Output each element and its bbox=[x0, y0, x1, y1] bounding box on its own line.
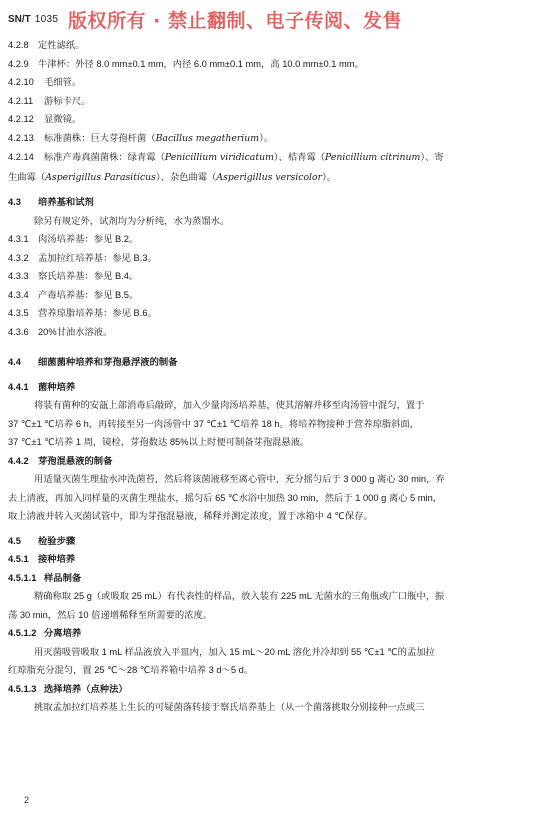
section-heading-4-4 bbox=[8, 353, 526, 372]
clause-4-3-5 bbox=[8, 304, 526, 323]
clause-text: 标准产毒真菌菌株：绿青霉（ bbox=[44, 152, 165, 162]
species-name: Asperigillus Parasiticus bbox=[45, 171, 156, 183]
species-name: Penicillium citrinum bbox=[325, 152, 421, 163]
clause-4-2-14-continued bbox=[8, 168, 526, 188]
paragraph-continued: 荡 30 min，然后 10 倍递增稀释至所需要的浓度。 bbox=[8, 609, 213, 620]
section-title: 芽孢混悬液的制备 bbox=[38, 455, 113, 466]
section-number: 4.5.1 bbox=[8, 554, 29, 564]
paragraph: 将装有菌种的安瓿上部消毒后敲碎，加入少量肉汤培养基，使其溶解并移至肉汤管中混匀，置于 bbox=[34, 400, 425, 410]
section-title: 样品制备 bbox=[44, 572, 82, 583]
paragraph: 用适量灭菌生理盐水冲洗菌苔，然后将该菌液移至离心管中，充分摇匀后于 3 000 g 离心 30 min，弃 bbox=[34, 474, 445, 484]
species-name: Bacillus megatherium bbox=[155, 132, 260, 144]
subsection-heading-4-5-1-2 bbox=[8, 624, 526, 643]
paragraph-continued: 红琼脂充分混匀，置 25 ℃～28 ℃培养箱中培养 3 d～5 d。 bbox=[8, 665, 254, 675]
clause-text: ）。 bbox=[322, 171, 337, 182]
clause-text: 20%甘油水溶液。 bbox=[38, 326, 113, 337]
clause-number: 4.3.3 bbox=[8, 271, 29, 281]
clause-4-3-4 bbox=[8, 286, 526, 305]
standard-prefix: SN/T bbox=[8, 14, 31, 25]
clause-number: 4.3.1 bbox=[8, 234, 29, 244]
clause-text: 营养琼脂培养基：参见 B.6。 bbox=[38, 308, 157, 318]
clause-text: ）、杂色曲霉（ bbox=[155, 171, 217, 182]
clause-number: 4.2.12 bbox=[8, 114, 34, 124]
clause-4-2-12 bbox=[8, 110, 526, 129]
section-title: 检验步骤 bbox=[38, 535, 76, 546]
clause-4-2-10 bbox=[8, 73, 526, 92]
clause-text: 孟加拉红培养基：参见 B.3。 bbox=[38, 252, 157, 263]
subsection-heading-4-4-2 bbox=[8, 452, 526, 471]
clause-number: 4.2.11 bbox=[8, 95, 34, 106]
clause-4-2-8 bbox=[8, 36, 526, 55]
clause-text: 定性滤纸。 bbox=[38, 40, 85, 50]
clause-number: 4.3.4 bbox=[8, 289, 29, 300]
clause-number: 4.3.5 bbox=[8, 308, 29, 318]
subsection-heading-4-4-1 bbox=[8, 378, 526, 397]
clause-4-2-14 bbox=[8, 148, 526, 168]
spacer bbox=[8, 341, 526, 353]
clause-text: 生曲霉（ bbox=[8, 171, 46, 182]
clause-4-2-11 bbox=[8, 92, 526, 111]
clause-4-3-6 bbox=[8, 323, 526, 342]
clause-number: 4.2.13 bbox=[8, 132, 34, 143]
clause-text: 肉汤培养基：参见 B.2。 bbox=[38, 234, 139, 244]
paragraph-continued: 取上清液并转入灭菌试管中，即为芽孢混悬液，稀释并测定浓度，置于冰箱中 4 ℃保存。 bbox=[8, 511, 373, 521]
section-number: 4.4.1 bbox=[8, 381, 29, 392]
paragraph-continued: 37 ℃±1 ℃培养 6 h，再转接至另一肉汤管中 37 ℃±1 ℃培养 18 h。将培养物接种于营养琼脂斜面， bbox=[8, 418, 419, 429]
species-name: Asperigillus versicolor bbox=[216, 171, 323, 183]
clause-number: 4.3.2 bbox=[8, 252, 29, 263]
section-number: 4.4.2 bbox=[8, 455, 29, 466]
paragraph: 除另有规定外，试剂均为分析纯，水为蒸馏水。 bbox=[34, 215, 230, 226]
section-number: 4.5.1.2 bbox=[8, 628, 37, 638]
subsection-heading-4-5-1-3 bbox=[8, 680, 526, 699]
standard-code bbox=[8, 14, 58, 25]
section-title: 接种培养 bbox=[38, 554, 76, 564]
clause-text: 产毒培养基：参见 B.5。 bbox=[38, 289, 139, 300]
section-title: 培养基和试剂 bbox=[38, 197, 94, 207]
section-title: 分离培养 bbox=[44, 628, 82, 638]
section-number: 4.5 bbox=[8, 535, 21, 546]
section-heading-4-5 bbox=[8, 532, 526, 551]
clause-4-2-9 bbox=[8, 55, 526, 74]
page-number: 2 bbox=[24, 795, 30, 805]
clause-text: ）、桔青霉（ bbox=[273, 152, 326, 162]
subsection-heading-4-5-1 bbox=[8, 550, 526, 569]
clause-text: 察氏培养基：参见 B.4。 bbox=[38, 271, 139, 281]
copyright-watermark: 版权所有 · 禁止翻制、电子传阅、发售 bbox=[68, 10, 402, 32]
section-number: 4.3 bbox=[8, 197, 21, 207]
section-number: 4.5.1.1 bbox=[8, 572, 37, 583]
section-title: 选择培养（点种法） bbox=[44, 683, 128, 694]
clause-number: 4.2.10 bbox=[8, 77, 34, 87]
section-heading-4-3 bbox=[8, 193, 526, 212]
species-name: Penicillium viridicatum bbox=[164, 152, 274, 163]
paragraph: 精确称取 25 g（或吸取 25 mL）有代表性的样品，放入装有 225 mL 无菌水的三角瓶或广口瓶中，振 bbox=[34, 591, 445, 601]
paragraph: 用灭菌吸管吸取 1 mL 样品液放入平皿内，加入 15 mL～20 mL 溶化并冷却到 55 ℃±1 ℃的孟加拉 bbox=[34, 646, 435, 657]
section-number: 4.4 bbox=[8, 357, 21, 367]
paragraph: 挑取孟加拉红培养基上生长的可疑菌落转接于察氏培养基上（从一个菌落挑取分别接种一点或三 bbox=[34, 702, 425, 712]
clause-4-3-3 bbox=[8, 267, 526, 286]
clause-number: 4.2.9 bbox=[8, 58, 29, 69]
section-title: 菌种培养 bbox=[38, 381, 76, 392]
subsection-heading-4-5-1-1 bbox=[8, 569, 526, 588]
standard-number: 1035 bbox=[34, 14, 59, 25]
document-body bbox=[8, 36, 526, 717]
paragraph-continued: 去上清液，再加入同样量的灭菌生理盐水，摇匀后 65 ℃水浴中加热 30 min，然后于 1 000 g 离心 5 min， bbox=[8, 492, 443, 503]
clause-number: 4.3.6 bbox=[8, 326, 29, 337]
page-header bbox=[8, 6, 528, 32]
clause-4-2-13 bbox=[8, 129, 526, 149]
section-number: 4.5.1.3 bbox=[8, 683, 37, 694]
clause-text: 牛津杯：外径 8.0 mm±0.1 mm，内径 6.0 mm±0.1 mm，高 10.0 mm±0.1 mm。 bbox=[38, 58, 364, 69]
clause-text: 游标卡尺。 bbox=[44, 95, 91, 106]
clause-text: 显微镜。 bbox=[44, 114, 82, 124]
section-title: 细菌菌种培养和芽孢悬浮液的制备 bbox=[38, 357, 178, 367]
clause-4-3-2 bbox=[8, 249, 526, 268]
clause-text: 标准菌株：巨大芽孢杆菌（ bbox=[44, 132, 156, 143]
clause-4-3-1 bbox=[8, 230, 526, 249]
clause-text: 毛细管。 bbox=[44, 77, 82, 87]
clause-text: ）。 bbox=[259, 132, 274, 143]
clause-number: 4.2.8 bbox=[8, 40, 29, 50]
paragraph-continued: 37 ℃±1 ℃培养 1 周，镜检，芽孢数达 85%以上时便可制备芽孢混悬液。 bbox=[8, 437, 310, 447]
clause-number: 4.2.14 bbox=[8, 152, 34, 162]
clause-text: ）、寄 bbox=[420, 152, 444, 162]
